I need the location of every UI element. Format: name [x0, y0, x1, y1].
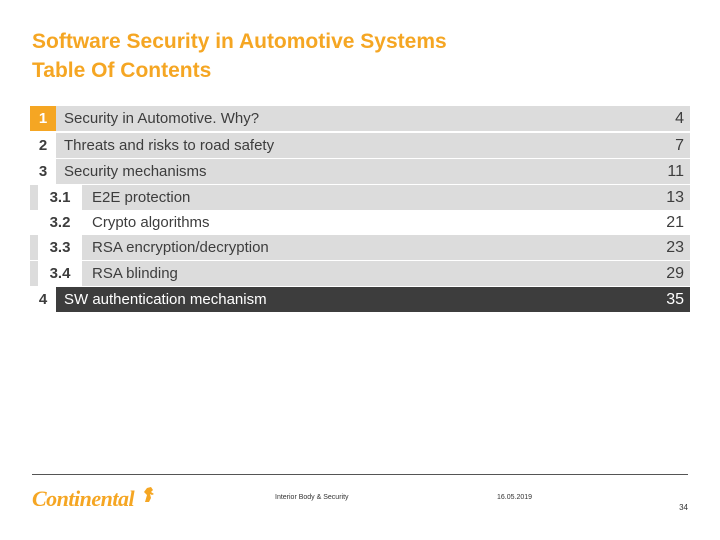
toc-label: Security in Automotive. Why?: [64, 110, 260, 127]
title-line-2: Table Of Contents: [32, 59, 212, 82]
toc-number: 4: [30, 287, 56, 312]
continental-logo: [32, 486, 156, 512]
toc-row-active[interactable]: [30, 287, 690, 312]
toc-label: E2E protection: [92, 189, 191, 206]
horse-icon: [142, 486, 156, 504]
toc-row[interactable]: [30, 159, 690, 184]
logo-text: Continental: [32, 486, 135, 511]
toc-page: 29: [666, 264, 684, 282]
toc-page: 7: [675, 136, 684, 154]
slide-title: [32, 27, 447, 85]
toc-label: Threats and risks to road safety: [64, 137, 275, 154]
footer-division: Interior Body & Security: [275, 494, 349, 501]
toc-row[interactable]: [30, 185, 690, 210]
toc-number: 3.2: [38, 210, 82, 235]
toc-label: Crypto algorithms: [92, 214, 210, 231]
toc-row[interactable]: [30, 106, 690, 131]
toc-number: 3.1: [38, 185, 82, 210]
toc-row[interactable]: [30, 261, 690, 286]
footer-divider: [32, 474, 688, 475]
toc-number: 1: [30, 106, 56, 131]
footer-date: 16.05.2019: [497, 494, 533, 501]
toc-label: RSA encryption/decryption: [92, 239, 269, 256]
table-of-contents: [30, 106, 690, 312]
toc-row[interactable]: [30, 133, 690, 158]
toc-number: 3.4: [38, 261, 82, 286]
toc-page: 35: [666, 290, 684, 308]
page-number: 34: [679, 503, 688, 512]
toc-page: 13: [666, 188, 684, 206]
toc-number: 3: [30, 159, 56, 184]
toc-label: SW authentication mechanism: [64, 291, 267, 308]
toc-label: RSA blinding: [92, 265, 178, 282]
toc-page: 11: [667, 162, 684, 180]
title-line-1: Software Security in Automotive Systems: [32, 30, 447, 53]
toc-number: 2: [30, 133, 56, 158]
toc-row[interactable]: [30, 235, 690, 260]
toc-page: 21: [666, 213, 684, 231]
toc-label: Security mechanisms: [64, 163, 207, 180]
toc-row[interactable]: [30, 210, 690, 235]
toc-page: 4: [675, 109, 684, 127]
toc-page: 23: [666, 238, 684, 256]
toc-number: 3.3: [38, 235, 82, 260]
